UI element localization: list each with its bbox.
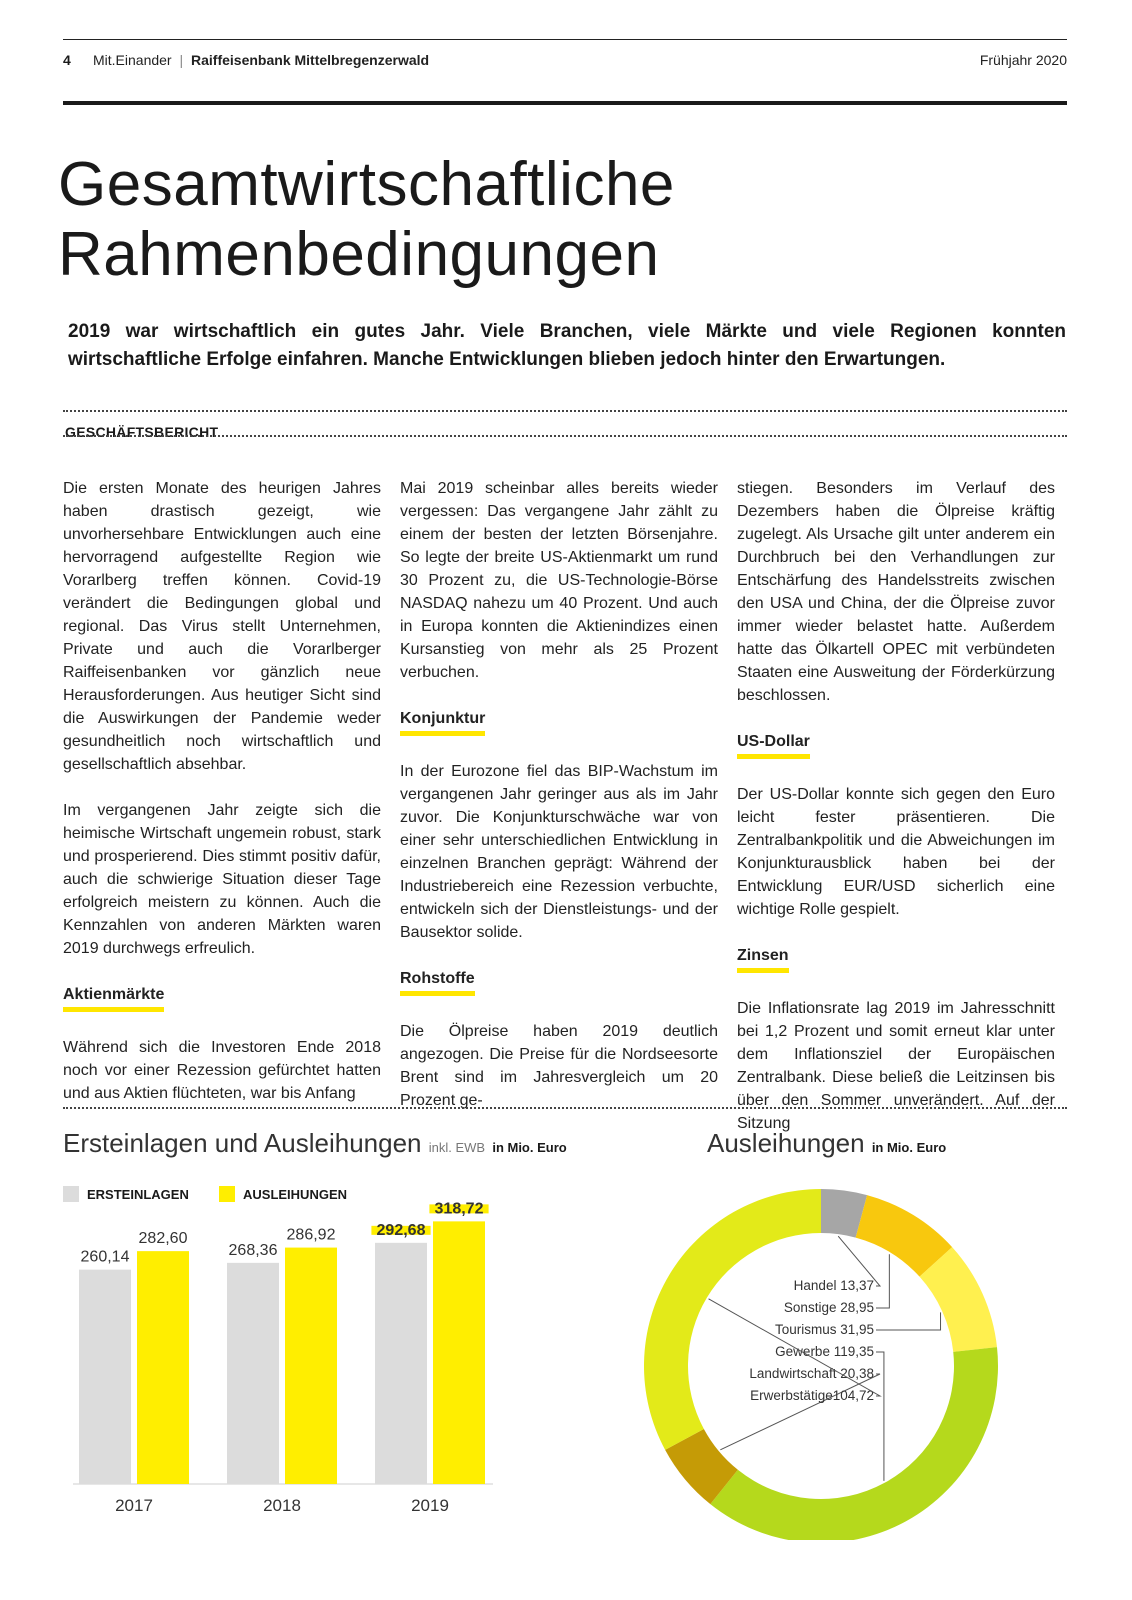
subhead-konjunktur: Konjunktur [400, 709, 485, 736]
section-label: GESCHÄFTSBERICHT [65, 424, 219, 440]
bank-name: Raiffeisenbank Mittelbregenzerwald [191, 52, 430, 68]
top-rule [63, 39, 1067, 40]
bar-value-label: 286,92 [286, 1226, 336, 1244]
bar-ausleihungen-2019 [433, 1221, 485, 1484]
bar-ersteinlagen-2019 [375, 1243, 427, 1484]
col3-paragraph-2: Der US-Dollar konnte sich gegen den Euro leicht fester präsentieren. Die Zentralbankpolitik und die Abweichungen im Konjunkturausblick haben bei der Entwicklung EUR/USD sicherlich eine wichtige Rolle gespielt. [737, 786, 1055, 918]
title-line-2: Rahmenbedingungen [58, 220, 660, 289]
donut-chart-title-unit: in Mio. Euro [871, 1140, 947, 1155]
donut-label-gewerbe: Gewerbe 119,35 [775, 1344, 874, 1359]
donut-leader-line [876, 1312, 941, 1330]
col1-paragraph-3: Während sich die Investoren Ende 2018 noch vor einer Rezession gefürchtet hatten und aus Aktien flüchteten, war bis Anfang [63, 1039, 381, 1102]
bar-category-label: 2018 [263, 1496, 301, 1515]
legend-label-ausleihungen: AUSLEIHUNGEN [243, 1187, 348, 1202]
donut-chart-title-main: Ausleihungen [707, 1128, 865, 1158]
subhead-us-dollar: US-Dollar [737, 732, 810, 759]
bar-chart-title [63, 1128, 567, 1159]
header-thick-rule [63, 101, 1067, 105]
bar-ersteinlagen-2017 [79, 1270, 131, 1484]
issue-season: Frühjahr 2020 [979, 52, 1067, 68]
text-column-2 [400, 477, 718, 1112]
bar-value-label: 260,14 [80, 1248, 130, 1266]
donut-slice-erwerbstätige [644, 1189, 821, 1450]
bar-chart [63, 1200, 503, 1550]
bar-value-label: 292,68 [376, 1221, 426, 1239]
page-title [58, 150, 675, 290]
bar-ausleihungen-2018 [285, 1248, 337, 1484]
text-column-1 [63, 477, 381, 1105]
text-column-3 [737, 477, 1055, 1135]
donut-label-tourismus: Tourismus 31,95 [774, 1322, 874, 1337]
col2-paragraph-1: Mai 2019 scheinbar alles bereits wieder vergessen: Das vergangene Jahr zählt zu einem der besten der letzten Börsenjahre. So legte der breite US-Aktienmarkt um rund 30 Prozent zu, die US-Technologie-Börse NASDAQ nahezu um 40 Prozent. Und auch in Europa konnten die Aktienindizes einen Kursanstieg von mehr als 25 Prozent verbuchen. [400, 480, 718, 681]
bar-value-label: 282,60 [138, 1230, 188, 1248]
dotted-divider-charts [63, 1107, 1067, 1109]
donut-label-erwerbstätige: Erwerbstätige104,72 [750, 1388, 874, 1403]
bar-value-label: 268,36 [228, 1241, 278, 1259]
bar-category-label: 2019 [411, 1496, 449, 1515]
donut-label-sonstige: Sonstige 28,95 [783, 1300, 874, 1315]
bar-category-label: 2017 [115, 1496, 153, 1515]
subhead-aktienmaerkte: Aktienmärkte [63, 985, 164, 1012]
bar-ersteinlagen-2018 [227, 1263, 279, 1484]
bar-ausleihungen-2017 [137, 1251, 189, 1484]
donut-label-handel: Handel 13,37 [793, 1278, 874, 1293]
col1-paragraph-2: Im vergangenen Jahr zeigte sich die heimische Wirtschaft ungemein robust, stark und prosperierend. Dies stimmt positiv dafür, auch die schwierige Situation dieser Tage erfolgreich meistern zu können. Auch die Kennzahlen von anderen Märkten waren 2019 durchwegs erfreulich. [63, 802, 381, 957]
col2-paragraph-2: In der Eurozone fiel das BIP-Wachstum im vergangenen Jahr geringer aus als im Jahr zuvor. Die Konjunkturschwäche war von einer sehr unterschiedlichen Entwicklung in einzelnen Branchen geprägt: Während der Industriebereich eine Rezession verbuchte, entwickeln sich der Dienstleistungs- und der Bausektor solide. [400, 763, 718, 941]
legend-label-ersteinlagen: ERSTEINLAGEN [87, 1187, 189, 1202]
page-header [63, 52, 1067, 72]
dotted-divider-top [63, 410, 1067, 412]
bar-chart-title-sub: inkl. EWB [428, 1140, 486, 1155]
donut-leader-line [876, 1254, 889, 1308]
donut-leader-line [876, 1352, 884, 1481]
col2-paragraph-3: Die Ölpreise haben 2019 deutlich angezogen. Die Preise für die Nordseesorte Brent sind im Jahresvergleich um 20 Prozent ge- [400, 1023, 718, 1109]
donut-leader-line [720, 1374, 880, 1450]
subhead-zinsen: Zinsen [737, 946, 789, 973]
bar-chart-title-unit: in Mio. Euro [492, 1140, 567, 1155]
publication-name: Mit.Einander [93, 52, 172, 68]
donut-chart [640, 1180, 1020, 1540]
publication-line [93, 52, 429, 68]
dotted-divider-section [63, 435, 1067, 437]
header-separator: | [179, 52, 184, 68]
col3-paragraph-3: Die Inflationsrate lag 2019 im Jahresschnitt bei 1,2 Prozent und somit erneut klar unter dem Inflationsziel der Europäischen Zentralbank. Diese beließ die Leitzinsen bis über den Sommer unverändert. Auf der Sitzung [737, 1000, 1055, 1132]
col1-paragraph-1: Die ersten Monate des heurigen Jahres haben drastisch gezeigt, wie unvorhersehbare Entwicklungen auch eine hervorragend aufgestellte Region wie Vorarlberg treffen können. Covid-19 verändert die Bedingungen global und regional. Das Virus stellt Unternehmen, Private und auch die Vorarlberger Raiffeisenbanken vor gänzlich neue Herausforderungen. Aus heutiger Sicht sind die Auswirkungen der Pandemie weder gesundheitlich noch wirtschaftlich und gesellschaftlich absehbar. [63, 480, 381, 773]
bar-value-label: 318,72 [434, 1200, 484, 1218]
bar-chart-title-main: Ersteinlagen und Ausleihungen [63, 1128, 422, 1158]
page-number: 4 [63, 52, 71, 68]
lead-paragraph: 2019 war wirtschaftlich ein gutes Jahr. Viele Branchen, viele Märkte und viele Regionen konnten wirtschaftliche Erfolge einfahren. Manche Entwicklungen blieben jedoch hinter den Erwartungen. [68, 321, 1066, 370]
title-line-1: Gesamtwirtschaftliche [58, 150, 675, 219]
donut-chart-title [707, 1128, 946, 1159]
col3-paragraph-1: stiegen. Besonders im Verlauf des Dezembers haben die Ölpreise kräftig zugelegt. Als Ursache gilt unter anderem ein Durchbruch bei den Verhandlungen zur Entschärfung des Handelsstreits zwischen den USA und China, der die Ölpreise zuvor immer wieder belastet hatte. Außerdem hatte das Ölkartell OPEC mit verbündeten Staaten eine Ausweitung der Förderkürzung beschlossen. [737, 480, 1055, 704]
subhead-rohstoffe: Rohstoffe [400, 969, 475, 996]
donut-label-landwirtschaft: Landwirtschaft 20,38 [749, 1366, 874, 1381]
